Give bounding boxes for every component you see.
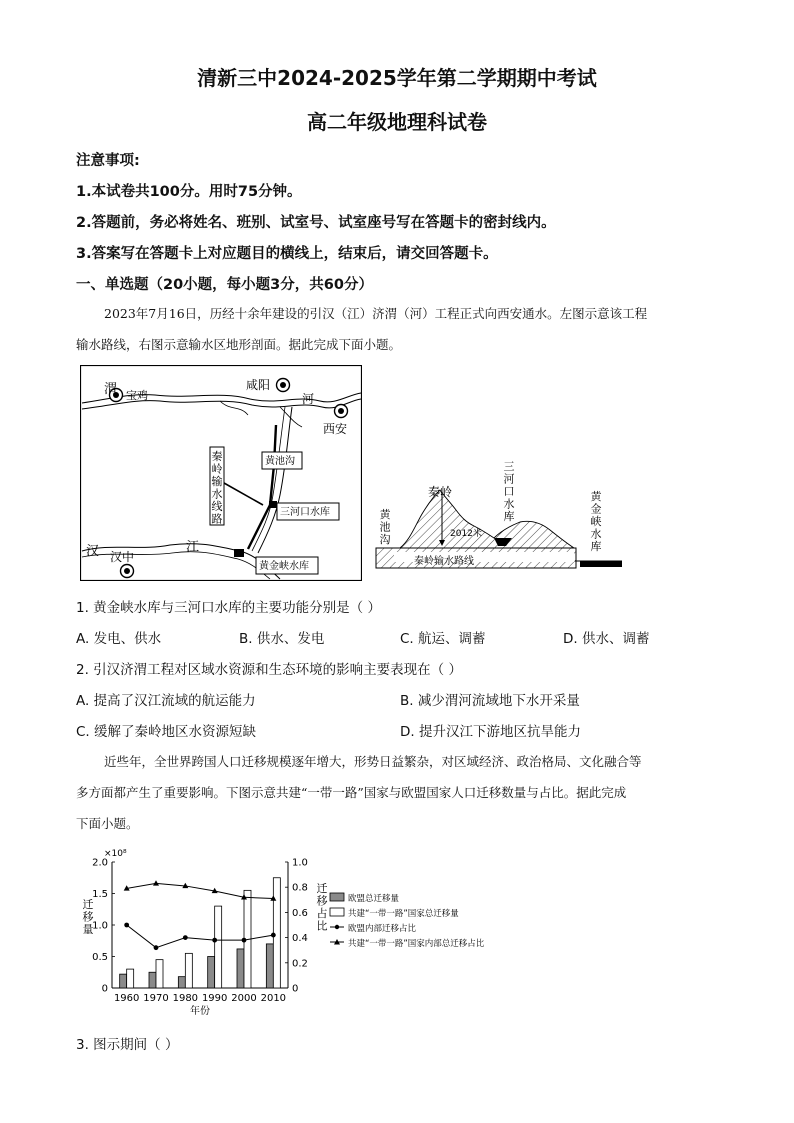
map-label-han: 汉: [86, 544, 100, 559]
x-tick-label: 2000: [231, 993, 257, 1004]
city-symbol-hanzhong: [121, 565, 134, 578]
profile-label-huangjinxia: [591, 489, 603, 553]
legend-label: 欧盟总迁移量: [348, 894, 400, 904]
y-right-tick-label: 0.8: [292, 882, 308, 894]
sanhekou-reservoir-symbol: [269, 501, 277, 508]
legend-swatch: [330, 908, 344, 916]
bar-bri: [273, 878, 280, 988]
point-triangle: [153, 880, 159, 885]
bar-eu: [149, 972, 156, 988]
q1-option-d[interactable]: D. 供水、调蓄: [563, 631, 650, 647]
y-right-tick-label: 0.2: [292, 958, 308, 970]
material1-line2: 输水路线，右图示意输水区地形剖面。据此完成下面小题。: [76, 337, 402, 352]
y-right-axis-title: 迁移占比: [316, 882, 328, 933]
map-label-qinling-route: 秦岭输水线路: [211, 450, 223, 526]
q2-option-a[interactable]: A. 提高了汉江流域的航运能力: [76, 693, 256, 709]
map-label-xian: 西安: [323, 422, 348, 436]
x-tick-label: 1980: [172, 993, 199, 1004]
map-label-huangjinxia: 黄金峡水库: [259, 561, 309, 572]
y-tick-label: 1.0: [92, 920, 108, 932]
legend-label: 共建“一带一路”国家内部总迁移占比: [348, 939, 485, 949]
q2-option-d[interactable]: D. 提升汉江下游地区抗旱能力: [400, 724, 581, 740]
profile-label-elevation: 2012米: [450, 529, 482, 539]
q1-option-c[interactable]: C. 航运、调蓄: [400, 631, 486, 647]
q2-stem: 2. 引汉济渭工程对区域水资源和生态环境的影响主要表现在（ ）: [76, 662, 462, 678]
bar-bri: [127, 969, 134, 988]
map-label-xianyang: 咸阳: [246, 378, 271, 392]
bar-eu: [120, 974, 127, 988]
y-tick-label: 0.5: [92, 952, 108, 963]
y-right-tick-label: 0.4: [292, 933, 308, 945]
y-axis-title: 迁移量: [82, 898, 94, 936]
city-symbol-xian: [335, 405, 348, 418]
q1-stem: 1. 黄金峡水库与三河口水库的主要功能分别是（ ）: [76, 600, 381, 616]
map-label-huangchigou: 黄池沟: [265, 456, 295, 467]
svg-text:黄池沟: 黄池沟: [379, 508, 391, 546]
point-circle: [154, 945, 159, 950]
bar-bri: [185, 953, 192, 988]
point-circle: [212, 938, 217, 943]
y-tick-label: 0: [101, 983, 108, 995]
point-circle: [271, 933, 276, 938]
point-circle: [242, 938, 247, 943]
migration-chart: [72, 842, 512, 1022]
bar-bri: [215, 906, 222, 988]
notice-heading: 注意事项:: [76, 153, 140, 169]
map-label-jiang: 江: [186, 540, 200, 555]
bar-eu: [266, 944, 273, 988]
x-axis-title: 年份: [190, 1006, 210, 1017]
notice-item-2: 2.答题前，务必将姓名、班别、试室号、试室座号写在答题卡的密封线内。: [76, 215, 556, 231]
notice-item-3: 3.答案写在答题卡上对应题目的横线上，结束后，请交回答题卡。: [76, 246, 498, 262]
huangjinxia-reservoir-symbol: [234, 549, 244, 557]
q1-option-a[interactable]: A. 发电、供水: [76, 631, 162, 647]
legend-marker-circle: [335, 925, 339, 929]
x-tick-label: 2010: [260, 993, 287, 1004]
material1-line1: 2023年7月16日，历经十余年建设的引汉（江）济渭（河）工程正式向西安通水。左图示意该工程: [104, 306, 648, 321]
bar-eu: [178, 977, 185, 988]
map-label-sanhekou: 三河口水库: [280, 507, 330, 518]
map-label-hanzhong: 汉中: [110, 550, 135, 564]
exam-title: 清新三中2024-2025学年第二学期期中考试: [197, 66, 597, 90]
legend-label: 共建“一带一路”国家总迁移量: [348, 909, 459, 919]
bar-eu: [208, 957, 215, 989]
section-heading: 一、单选题（20小题，每小题3分，共60分）: [76, 277, 373, 293]
profile-label-route: 秦岭输水路线: [414, 556, 474, 567]
legend-swatch: [330, 893, 344, 901]
profile-label-sanhekou: [504, 460, 515, 523]
y-right-tick-label: 0: [292, 983, 299, 995]
notice-item-1: 1.本试卷共100分。用时75分钟。: [76, 184, 302, 200]
profile-label-huangchigou: [380, 507, 392, 546]
material2-line1: 近些年，全世界跨国人口迁移规模逐年增大，形势日益繁杂，对区域经济、政治格局、文化融合等: [104, 754, 642, 769]
x-tick-label: 1960: [113, 993, 140, 1004]
svg-text:黄金峡水库: 黄金峡水库: [590, 490, 602, 553]
city-symbol-xianyang: [277, 379, 290, 392]
y-tick-label: 2.0: [92, 857, 108, 869]
material2-line3: 下面小题。: [76, 816, 139, 831]
y-tick-label: 1.5: [92, 889, 108, 900]
terrain-profile: [370, 460, 626, 576]
point-circle: [183, 935, 188, 940]
bar-eu: [237, 949, 244, 988]
x-tick-label: 1990: [201, 993, 228, 1004]
bar-bri: [156, 960, 163, 988]
x-tick-label: 1970: [143, 993, 169, 1004]
point-circle: [124, 923, 129, 928]
q2-option-c[interactable]: C. 缓解了秦岭地区水资源短缺: [76, 724, 257, 740]
map-label-he: 河: [302, 392, 315, 406]
y-unit-label: ×10⁸: [104, 849, 127, 859]
q2-option-b[interactable]: B. 减少渭河流域地下水开采量: [400, 693, 580, 709]
q3-stem: 3. 图示期间（ ）: [76, 1037, 179, 1053]
map-label-wei: 渭: [104, 382, 118, 397]
material2-line2: 多方面都产生了重要影响。下图示意共建“一带一路”国家与欧盟国家人口迁移数量与占比。据此完成: [76, 785, 627, 800]
exam-subtitle: 高二年级地理科试卷: [307, 110, 487, 134]
profile-label-qinling: 秦岭: [428, 485, 453, 499]
y-right-tick-label: 0.6: [292, 907, 308, 919]
water-route-map: [80, 365, 362, 581]
legend-label: 欧盟内部迁移占比: [348, 924, 417, 934]
y-right-tick-label: 1.0: [292, 857, 308, 869]
map-label-baoji: 宝鸡: [126, 389, 148, 402]
q1-option-b[interactable]: B. 供水、发电: [239, 631, 325, 647]
svg-text:三河口水库: 三河口水库: [503, 460, 515, 523]
